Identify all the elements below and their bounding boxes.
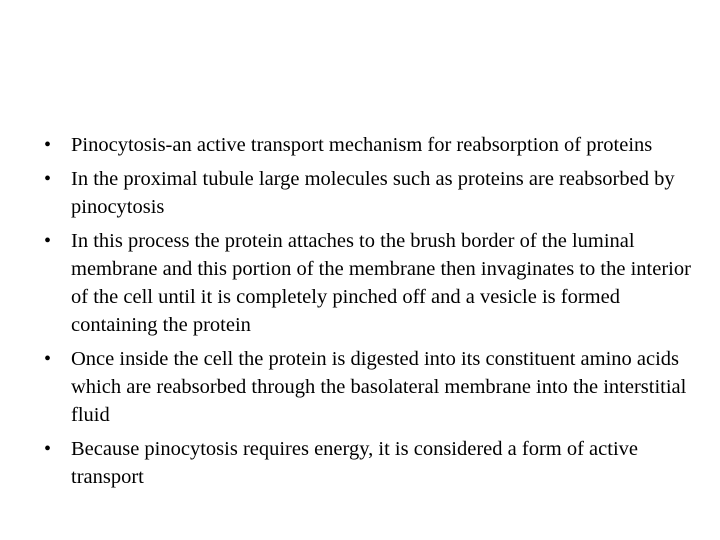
- bullet-icon: •: [44, 230, 52, 252]
- bullet-text: In this process the protein attaches to the brush border of the luminal membrane and this portion of the membrane then invaginates to the interior of the cell until it is completely pinched off and a vesicle is formed containing the protein: [71, 230, 691, 336]
- bullet-icon: •: [44, 348, 52, 370]
- bullet-item: [44, 345, 694, 429]
- bullet-item: [44, 227, 694, 339]
- bullet-list: [44, 131, 694, 497]
- bullet-item: [44, 165, 694, 221]
- bullet-text: Because pinocytosis requires energy, it is considered a form of active transport: [71, 438, 638, 488]
- bullet-text: Pinocytosis-an active transport mechanism for reabsorption of proteins: [71, 134, 653, 156]
- bullet-item: [44, 435, 694, 491]
- bullet-item: [44, 131, 694, 159]
- bullet-text: In the proximal tubule large molecules such as proteins are reabsorbed by pinocytosis: [71, 168, 675, 218]
- bullet-icon: •: [44, 438, 52, 460]
- bullet-text: Once inside the cell the protein is digested into its constituent amino acids which are reabsorbed through the basolateral membrane into the interstitial fluid: [71, 348, 687, 426]
- bullet-icon: •: [44, 168, 52, 190]
- bullet-icon: •: [44, 134, 52, 156]
